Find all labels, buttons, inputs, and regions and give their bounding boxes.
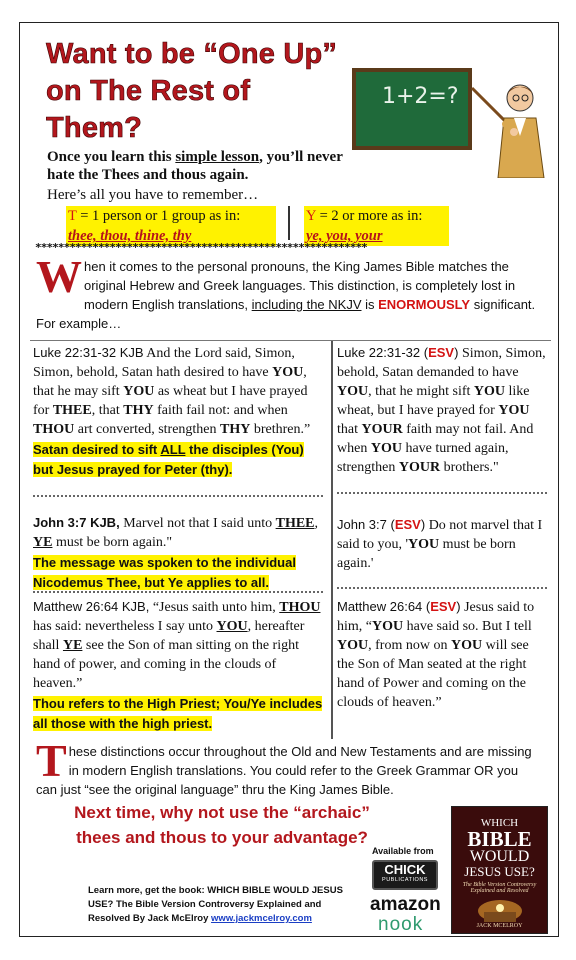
luke-kjv-b3: THEE xyxy=(52,403,92,418)
dotted-divider xyxy=(33,495,323,497)
luke-esv-ref-end: ) xyxy=(454,345,459,360)
john-kjv-t3: must be born again." xyxy=(52,535,173,550)
luke-kjv-ref: Luke 22:31-32 KJB xyxy=(33,345,144,360)
chick-logo-text: CHICK xyxy=(384,862,426,877)
luke-esv-t2: , that he might sift xyxy=(368,384,474,399)
matt-esv-ref-end: ) xyxy=(456,599,461,614)
book-cover-jesus: JESUS USE? xyxy=(464,864,535,879)
john-esv-ref: John 3:7 ( xyxy=(337,517,395,532)
luke-esv-t6: have turned again, strengthen xyxy=(337,441,509,475)
chick-logo-subtext: PUBLICATIONS xyxy=(382,877,428,883)
matt-kjv-b3: YE xyxy=(62,638,83,653)
luke-kjv-b4: THY xyxy=(123,403,154,418)
luke-kjv-t7: brethren.” xyxy=(250,422,311,437)
luke-kjv-b6: THY xyxy=(220,422,251,437)
luke-esv-t7: brothers." xyxy=(440,460,499,475)
book-cover[interactable] xyxy=(451,806,548,934)
luke-kjv-note-all: ALL xyxy=(160,442,186,457)
intro-part-c: , you’ll never hate the Thees and thous again. xyxy=(47,149,343,183)
john-kjv-b2: YE xyxy=(33,535,53,550)
nook-logo[interactable]: nook xyxy=(378,914,424,935)
luke-kjv-cell xyxy=(33,343,327,480)
matt-esv-version: ESV xyxy=(430,599,457,614)
luke-esv-b4: YOUR xyxy=(361,422,403,437)
dotted-divider xyxy=(33,591,323,593)
matt-kjv-t4: see the Son of man sitting on the right hand of power, and coming in the clouds of heaven.” xyxy=(33,638,299,691)
luke-esv-b6: YOUR xyxy=(398,460,441,475)
john-kjv-cell xyxy=(33,513,327,593)
y-letter: Y xyxy=(306,208,316,224)
luke-esv-ref: Luke 22:31-32 ( xyxy=(337,345,429,360)
luke-esv-version: ESV xyxy=(428,345,455,360)
matt-kjv-b1: THOU xyxy=(279,600,321,615)
learn-more-body: Learn more, get the book: WHICH BIBLE WOULD JESUS USE? The Bible Version Controversy Explained and Resolved By Jack McElroy xyxy=(88,885,343,924)
star-divider: ********************************************************** xyxy=(35,241,367,254)
dotted-divider xyxy=(337,492,547,494)
y-examples: ye, you, your xyxy=(306,228,383,244)
t-letter: T xyxy=(68,208,77,224)
t-rule-box xyxy=(66,206,276,246)
dotted-divider xyxy=(337,587,547,589)
paragraph1-enormously: ENORMOUSLY xyxy=(378,297,471,312)
matt-esv-t2: have said so. But I tell xyxy=(403,619,532,634)
john-esv-t1: Do not marvel that I said to you, ' xyxy=(337,518,543,552)
amazon-logo[interactable]: amazon xyxy=(370,894,441,915)
luke-esv-cell xyxy=(337,343,549,477)
luke-kjv-note-b: the disciples (You) but Jesus prayed for Peter (thy). xyxy=(33,442,304,477)
luke-kjv-t1: And the Lord said, Simon, Simon, behold, Satan hath desired to have xyxy=(33,346,295,380)
john-kjv-t2: , xyxy=(314,516,319,531)
comparison-grid xyxy=(30,340,551,738)
matt-esv-ref: Matthew 26:64 ( xyxy=(337,599,431,614)
matt-kjv-t1: “Jesus saith unto him, xyxy=(149,600,280,615)
luke-esv-t5: faith may not fail. And when xyxy=(337,422,534,456)
luke-kjv-t6: art converted, strengthen xyxy=(74,422,221,437)
website-link[interactable]: www.jackmcelroy.com xyxy=(211,913,312,924)
y-rule-box xyxy=(304,206,449,246)
matt-esv-cell xyxy=(337,597,549,712)
paragraph1-text-b: is xyxy=(361,297,379,312)
paragraph1-nkjv: including the NKJV xyxy=(251,297,362,312)
book-cover-which: WHICH xyxy=(480,817,519,829)
matt-kjv-ref: Matthew 26:64 KJB, xyxy=(33,599,150,614)
matt-kjv-b2: YOU xyxy=(216,619,248,634)
book-cover-lamp-icon xyxy=(470,896,530,926)
matt-esv-b1: YOU xyxy=(372,619,404,634)
remember-line: Here’s all you have to remember… xyxy=(47,187,259,203)
luke-kjv-t4: , that xyxy=(91,403,124,418)
teacher-illustration xyxy=(470,78,554,178)
matt-esv-t1: Jesus said to him, “ xyxy=(337,600,535,634)
luke-kjv-note-a: Satan desired to sift xyxy=(33,442,161,457)
call-to-action: Next time, why not use the “archaic” thees and thous to your advantage? xyxy=(74,803,370,847)
chalkboard-text: 1+2=? xyxy=(382,84,459,109)
book-cover-would: WOULD xyxy=(469,848,530,865)
paragraph-pronouns xyxy=(36,251,541,333)
chick-publications-logo[interactable] xyxy=(372,860,438,890)
page-title: Want to be “One Up” on The Rest of Them? xyxy=(46,38,338,144)
matt-esv-t3: , from now on xyxy=(368,638,451,653)
john-esv-ref-end: ) xyxy=(420,517,426,532)
book-cover-subtitle: The Bible Version Controversy Explained and Resolved xyxy=(462,882,537,894)
luke-kjv-t3: as wheat but I have prayed for xyxy=(33,384,308,418)
intro-text xyxy=(47,148,357,184)
john-kjv-t1: Marvel not that I said unto xyxy=(119,516,276,531)
luke-esv-b1: YOU xyxy=(337,384,369,399)
matt-kjv-note: Thou refers to the High Priest; You/Ye includes all those with the high priest. xyxy=(33,696,323,731)
luke-esv-t4: that xyxy=(337,422,362,437)
matt-esv-t4: will see the Son of Man seated at the right hand of Power and coming on the clouds of heaven.” xyxy=(337,638,529,710)
luke-esv-b3: YOU xyxy=(498,403,530,418)
book-cover-bible: BIBLE xyxy=(467,827,532,851)
rule-divider xyxy=(288,206,290,240)
book-cover-author: JACK MCELROY xyxy=(476,923,523,929)
john-kjv-note: The message was spoken to the individual Nicodemus Thee, but Ye applies to all. xyxy=(33,555,296,590)
luke-kjv-t5: faith fail not: and when xyxy=(153,403,288,418)
luke-kjv-note xyxy=(33,442,304,477)
luke-kjv-b1: YOU xyxy=(272,365,304,380)
y-rule-text: = 2 or more as in: xyxy=(315,208,423,224)
learn-more-text xyxy=(88,884,350,926)
john-esv-b1: YOU xyxy=(407,537,440,552)
luke-esv-t3: like wheat, but I have prayed for xyxy=(337,384,530,418)
matt-kjv-t2: has said: nevertheless I say unto xyxy=(33,619,217,634)
john-esv-cell xyxy=(337,515,549,573)
luke-kjv-b5: THOU xyxy=(33,422,75,437)
luke-kjv-b2: YOU xyxy=(123,384,155,399)
john-kjv-b1: THEE xyxy=(275,516,315,531)
john-kjv-ref: John 3:7 KJB, xyxy=(33,515,120,530)
intro-simple-lesson: simple lesson xyxy=(175,149,260,165)
john-esv-version: ESV xyxy=(394,517,421,532)
intro-part-a: Once you learn this xyxy=(47,149,176,165)
matt-kjv-cell xyxy=(33,597,327,734)
t-examples: thee, thou, thine, thy xyxy=(68,228,192,244)
luke-esv-t1: Simon, Simon, behold, Satan demanded to have xyxy=(337,346,546,380)
luke-kjv-t2: , that he may sift xyxy=(33,365,307,399)
paragraph1-text-a: hen it comes to the personal pronouns, the King James Bible matches the original Hebrew and Greek languages. This distinction, is completely lost in modern English translations, xyxy=(84,259,516,312)
paragraph-distinctions xyxy=(36,735,541,799)
dropcap-w: W xyxy=(36,251,82,302)
column-divider xyxy=(331,341,333,739)
luke-esv-b2: YOU xyxy=(473,384,506,399)
john-esv-t2: must be born again.' xyxy=(337,537,516,571)
matt-esv-b3: YOU xyxy=(450,638,483,653)
paragraph2-text: hese distinctions occur throughout the Old and New Testaments and are missing in modern English translations. You could refer to the Greek Grammar OR you can just “see the original language” thru the King James Bible. xyxy=(36,744,532,797)
luke-esv-b5: YOU xyxy=(370,441,402,456)
chalkboard xyxy=(352,68,472,150)
paragraph1-text-c: significant. For example… xyxy=(36,297,536,331)
available-from-label: Available from xyxy=(372,846,434,856)
matt-esv-b2: YOU xyxy=(337,638,369,653)
matt-kjv-t3: , hereafter shall xyxy=(33,619,305,653)
t-rule-text: = 1 person or 1 group as in: xyxy=(76,208,241,224)
dropcap-t: T xyxy=(36,735,67,786)
